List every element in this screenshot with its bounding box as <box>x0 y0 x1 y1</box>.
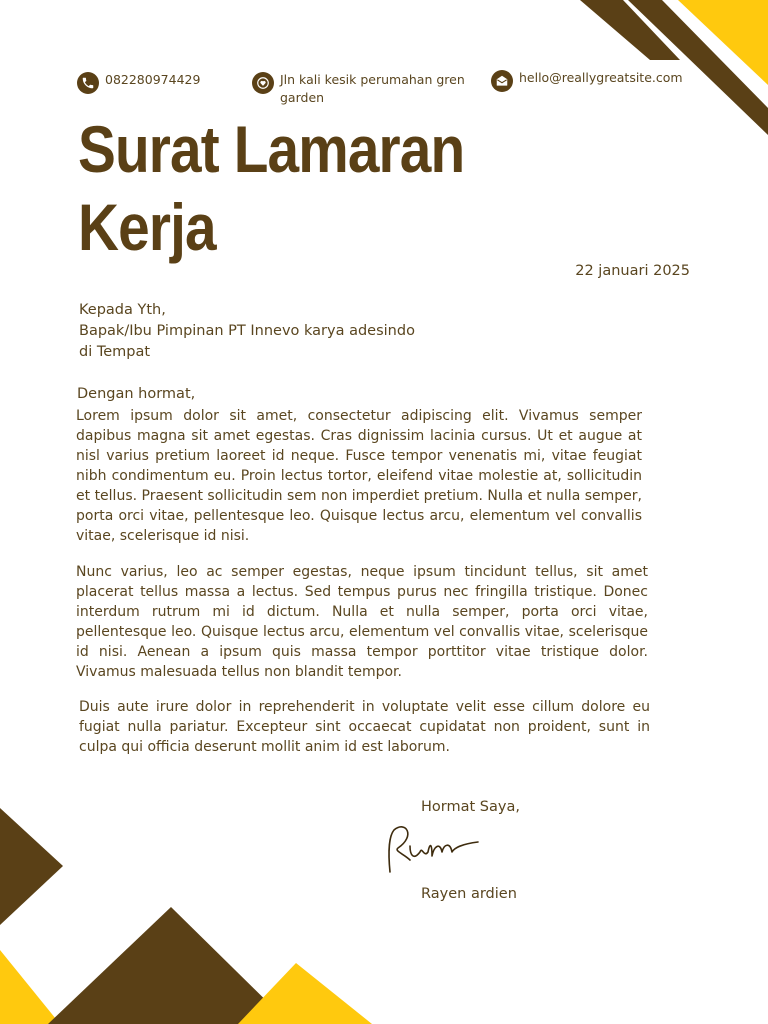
closing: Hormat Saya, <box>421 799 520 815</box>
letter-date: 22 januari 2025 <box>575 263 690 279</box>
contact-address <box>252 72 492 112</box>
recipient-block <box>79 300 415 363</box>
phone-icon <box>77 72 99 94</box>
contact-phone <box>77 72 247 94</box>
recipient-line-2: Bapak/Ibu Pimpinan PT Innevo karya adesindo <box>79 323 415 339</box>
phone-number: 082280974429 <box>105 72 201 87</box>
salutation: Dengan hormat, <box>77 386 196 402</box>
recipient-line-1: Kepada Yth, <box>79 302 166 318</box>
recipient-line-3: di Tempat <box>79 344 151 360</box>
email-address: hello@reallygreatsite.com <box>519 70 683 85</box>
signature <box>380 822 490 882</box>
document-title: Surat Lamaran Kerja <box>78 112 465 264</box>
body-paragraph-2: Nunc varius, leo ac semper egestas, neque ipsum tincidunt tellus, sit amet placerat tellus massa a lectus. Sed tempus purus nec fringilla tristique. Donec interdum rutrum mi id dictum. Nulla et nulla semper, porta orci vitae, pellentesque leo. Quisque lectus arcu, elementum vel convallis vitae, scelerisque id nisi. Aenean a ipsum quis massa tempor porttitor vitae tristique dolor. Vivamus malesuada tellus non blandit tempor. <box>76 564 648 680</box>
body-paragraph-1: Lorem ipsum dolor sit amet, consectetur adipiscing elit. Vivamus semper dapibus magna sit amet egestas. Cras dignissim lacinia cursus. Ut et augue at nisl varius pretium laoreet id neque. Fusce tempor venenatis mi, vitae feugiat nibh condimentum eu. Proin lectus tortor, eleifend vitae molestie at, sollicitudin et tellus. Praesent sollicitudin sem non imperdiet pretium. Nulla et nulla semper, porta orci vitae, pellentesque leo. Quisque lectus arcu, elementum vel convallis vitae, scelerisque id nisi. <box>76 408 642 544</box>
email-icon <box>491 70 513 92</box>
location-icon <box>252 72 274 94</box>
address-text: Jln kali kesik perumahan gren garden <box>280 72 465 105</box>
body-paragraph-3: Duis aute irure dolor in reprehenderit in voluptate velit esse cillum dolore eu fugiat nulla pariatur. Excepteur sint occaecat cupidatat non proident, sunt in culpa qui officia deserunt mollit anim id est laborum. <box>79 699 650 755</box>
contact-email <box>491 70 711 92</box>
signer-name: Rayen ardien <box>421 886 517 902</box>
